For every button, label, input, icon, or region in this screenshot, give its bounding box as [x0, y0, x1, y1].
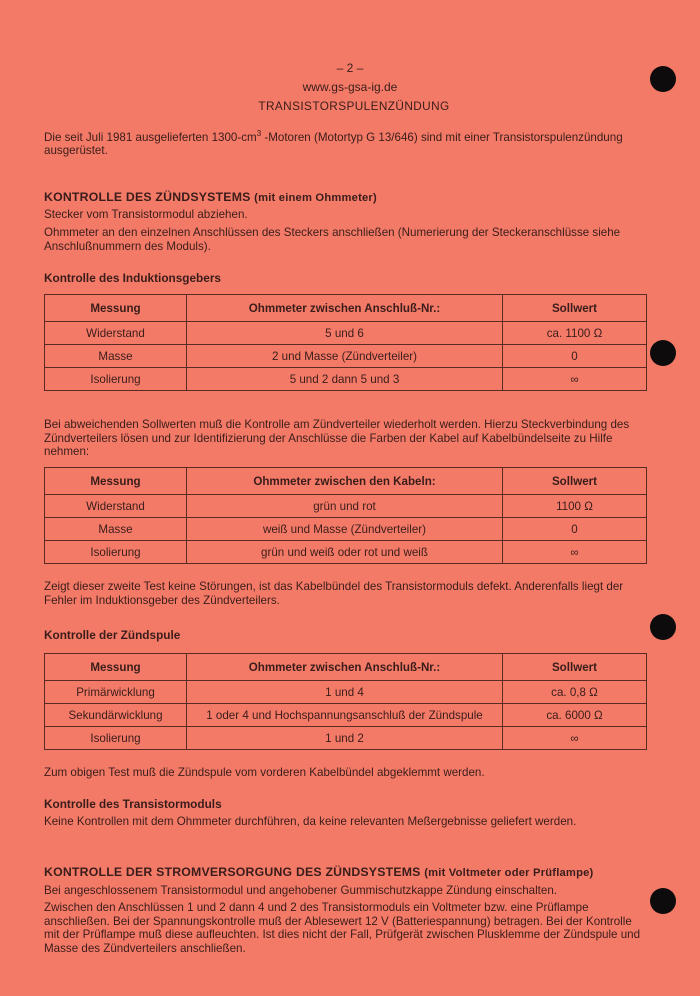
column-header: Ohmmeter zwischen Anschluß-Nr.:	[187, 654, 503, 681]
table-cell: ca. 1100 Ω	[503, 322, 647, 345]
power-instruction-1: Bei angeschlossenem Transistormodul und angehobener Gummischutzkappe Zündung einschalten.	[44, 884, 558, 897]
subheading-module: Kontrolle des Transistormoduls	[44, 797, 222, 811]
section-heading-power	[44, 865, 593, 879]
table-header-row	[45, 468, 647, 495]
section-heading-ohmmeter	[44, 190, 377, 204]
table-header-row	[45, 295, 647, 322]
table-row	[45, 322, 647, 345]
page-title: TRANSISTORSPULENZÜNDUNG	[258, 99, 450, 113]
instruction-connect: Ohmmeter an den einzelnen Anschlüssen des Steckers anschließen (Numerierung der Steckeranschlüsse siehe Anschlußnummern des Moduls).	[44, 226, 621, 253]
table-cell: Widerstand	[45, 322, 187, 345]
table-cell: Isolierung	[45, 727, 187, 750]
column-header: Messung	[45, 468, 187, 495]
intro-paragraph	[44, 127, 646, 158]
table-cell: 1 oder 4 und Hochspannungsanschluß der Zündspule	[187, 704, 503, 727]
table-row	[45, 495, 647, 518]
section-heading-text: KONTROLLE DES ZÜNDSYSTEMS	[44, 190, 251, 204]
deviation-note: Bei abweichenden Sollwerten muß die Kontrolle am Zündverteiler wiederholt werden. Hierzu Steckverbindung des Zündverteilers lösen und zur Identifizierung der Anschlüsse die Farben der Kabel auf Kabelbündelseite zu Hilfe nehmen:	[44, 418, 630, 458]
table-cell: ∞	[503, 541, 647, 564]
column-header: Sollwert	[503, 654, 647, 681]
column-header: Ohmmeter zwischen den Kabeln:	[187, 468, 503, 495]
table-cell: 1100 Ω	[503, 495, 647, 518]
punch-hole-3	[650, 614, 676, 640]
column-header: Ohmmeter zwischen Anschluß-Nr.:	[187, 295, 503, 322]
table-row	[45, 368, 647, 391]
table-cell: 1 und 2	[187, 727, 503, 750]
table-cell: grün und weiß oder rot und weiß	[187, 541, 503, 564]
intro-text-after: -Motoren (Motortyp G 13/646) sind mit einer Transistorspulenzündung ausgerüstet.	[44, 130, 623, 158]
table-cell: 5 und 6	[187, 322, 503, 345]
section-heading-text: KONTROLLE DER STROMVERSORGUNG DES ZÜNDSYSTEMS	[44, 865, 421, 879]
column-header: Messung	[45, 654, 187, 681]
table-row	[45, 704, 647, 727]
table-cell: weiß und Masse (Zündverteiler)	[187, 518, 503, 541]
table-row	[45, 681, 647, 704]
table-header-row	[45, 654, 647, 681]
table-cell: 5 und 2 dann 5 und 3	[187, 368, 503, 391]
table-cell: Sekundärwicklung	[45, 704, 187, 727]
table-cell: Isolierung	[45, 368, 187, 391]
punch-hole-2	[650, 340, 676, 366]
table-row	[45, 345, 647, 368]
table-row	[45, 727, 647, 750]
subheading-coil: Kontrolle der Zündspule	[44, 628, 181, 642]
column-header: Sollwert	[503, 295, 647, 322]
table-cell: ∞	[503, 368, 647, 391]
section-heading-sub: (mit Voltmeter oder Prüflampe)	[424, 867, 594, 879]
punch-hole-4	[650, 888, 676, 914]
table-cell: ca. 6000 Ω	[503, 704, 647, 727]
table-cell: 2 und Masse (Zündverteiler)	[187, 345, 503, 368]
coil-note: Zum obigen Test muß die Zündspule vom vorderen Kabelbündel abgeklemmt werden.	[44, 766, 485, 779]
section-heading-sub: (mit einem Ohmmeter)	[254, 192, 377, 204]
table-cell: Widerstand	[45, 495, 187, 518]
table-cell: 1 und 4	[187, 681, 503, 704]
second-test-note: Zeigt dieser zweite Test keine Störungen, ist das Kabelbündel des Transistormoduls defekt. Anderenfalls liegt der Fehler im Induktionsgeber des Zündverteilers.	[44, 580, 624, 607]
column-header: Messung	[45, 295, 187, 322]
table-cell: ca. 0,8 Ω	[503, 681, 647, 704]
source-url: www.gs-gsa-ig.de	[302, 80, 398, 94]
table-cell: Isolierung	[45, 541, 187, 564]
table-row	[45, 518, 647, 541]
column-header: Sollwert	[503, 468, 647, 495]
table-cell: Primärwicklung	[45, 681, 187, 704]
module-text: Keine Kontrollen mit dem Ohmmeter durchführen, da keine relevanten Meßergebnisse geliefert werden.	[44, 815, 577, 828]
table-row	[45, 541, 647, 564]
table-cell: 0	[503, 518, 647, 541]
subheading-induction: Kontrolle des Induktionsgebers	[44, 271, 221, 285]
table-cell: grün und rot	[187, 495, 503, 518]
cable-table	[44, 467, 647, 564]
table-cell: ∞	[503, 727, 647, 750]
table-cell: 0	[503, 345, 647, 368]
table-cell: Masse	[45, 518, 187, 541]
page-number: – 2 –	[336, 61, 364, 75]
induction-table	[44, 294, 647, 391]
table-cell: Masse	[45, 345, 187, 368]
instruction-unplug: Stecker vom Transistormodul abziehen.	[44, 208, 248, 221]
coil-table	[44, 653, 647, 750]
intro-superscript: 3	[256, 129, 262, 138]
intro-text-before: Die seit Juli 1981 ausgelieferten 1300-cm	[44, 130, 257, 144]
power-instruction-2: Zwischen den Anschlüssen 1 und 2 dann 4 und 2 des Transistormoduls ein Voltmeter bzw. eine Prüflampe anschließen. Bei der Spannungskontrolle muß der Ablesewert 12 V (Batteriespannung) betragen. Bei der Kontrolle mit der Prüflampe muß diese aufleuchten. Ist dies nicht der Fall, Prüfgerät zwischen Plusklemme der Zündspule und Masse des Zündverteilers anschließen.	[44, 901, 641, 955]
